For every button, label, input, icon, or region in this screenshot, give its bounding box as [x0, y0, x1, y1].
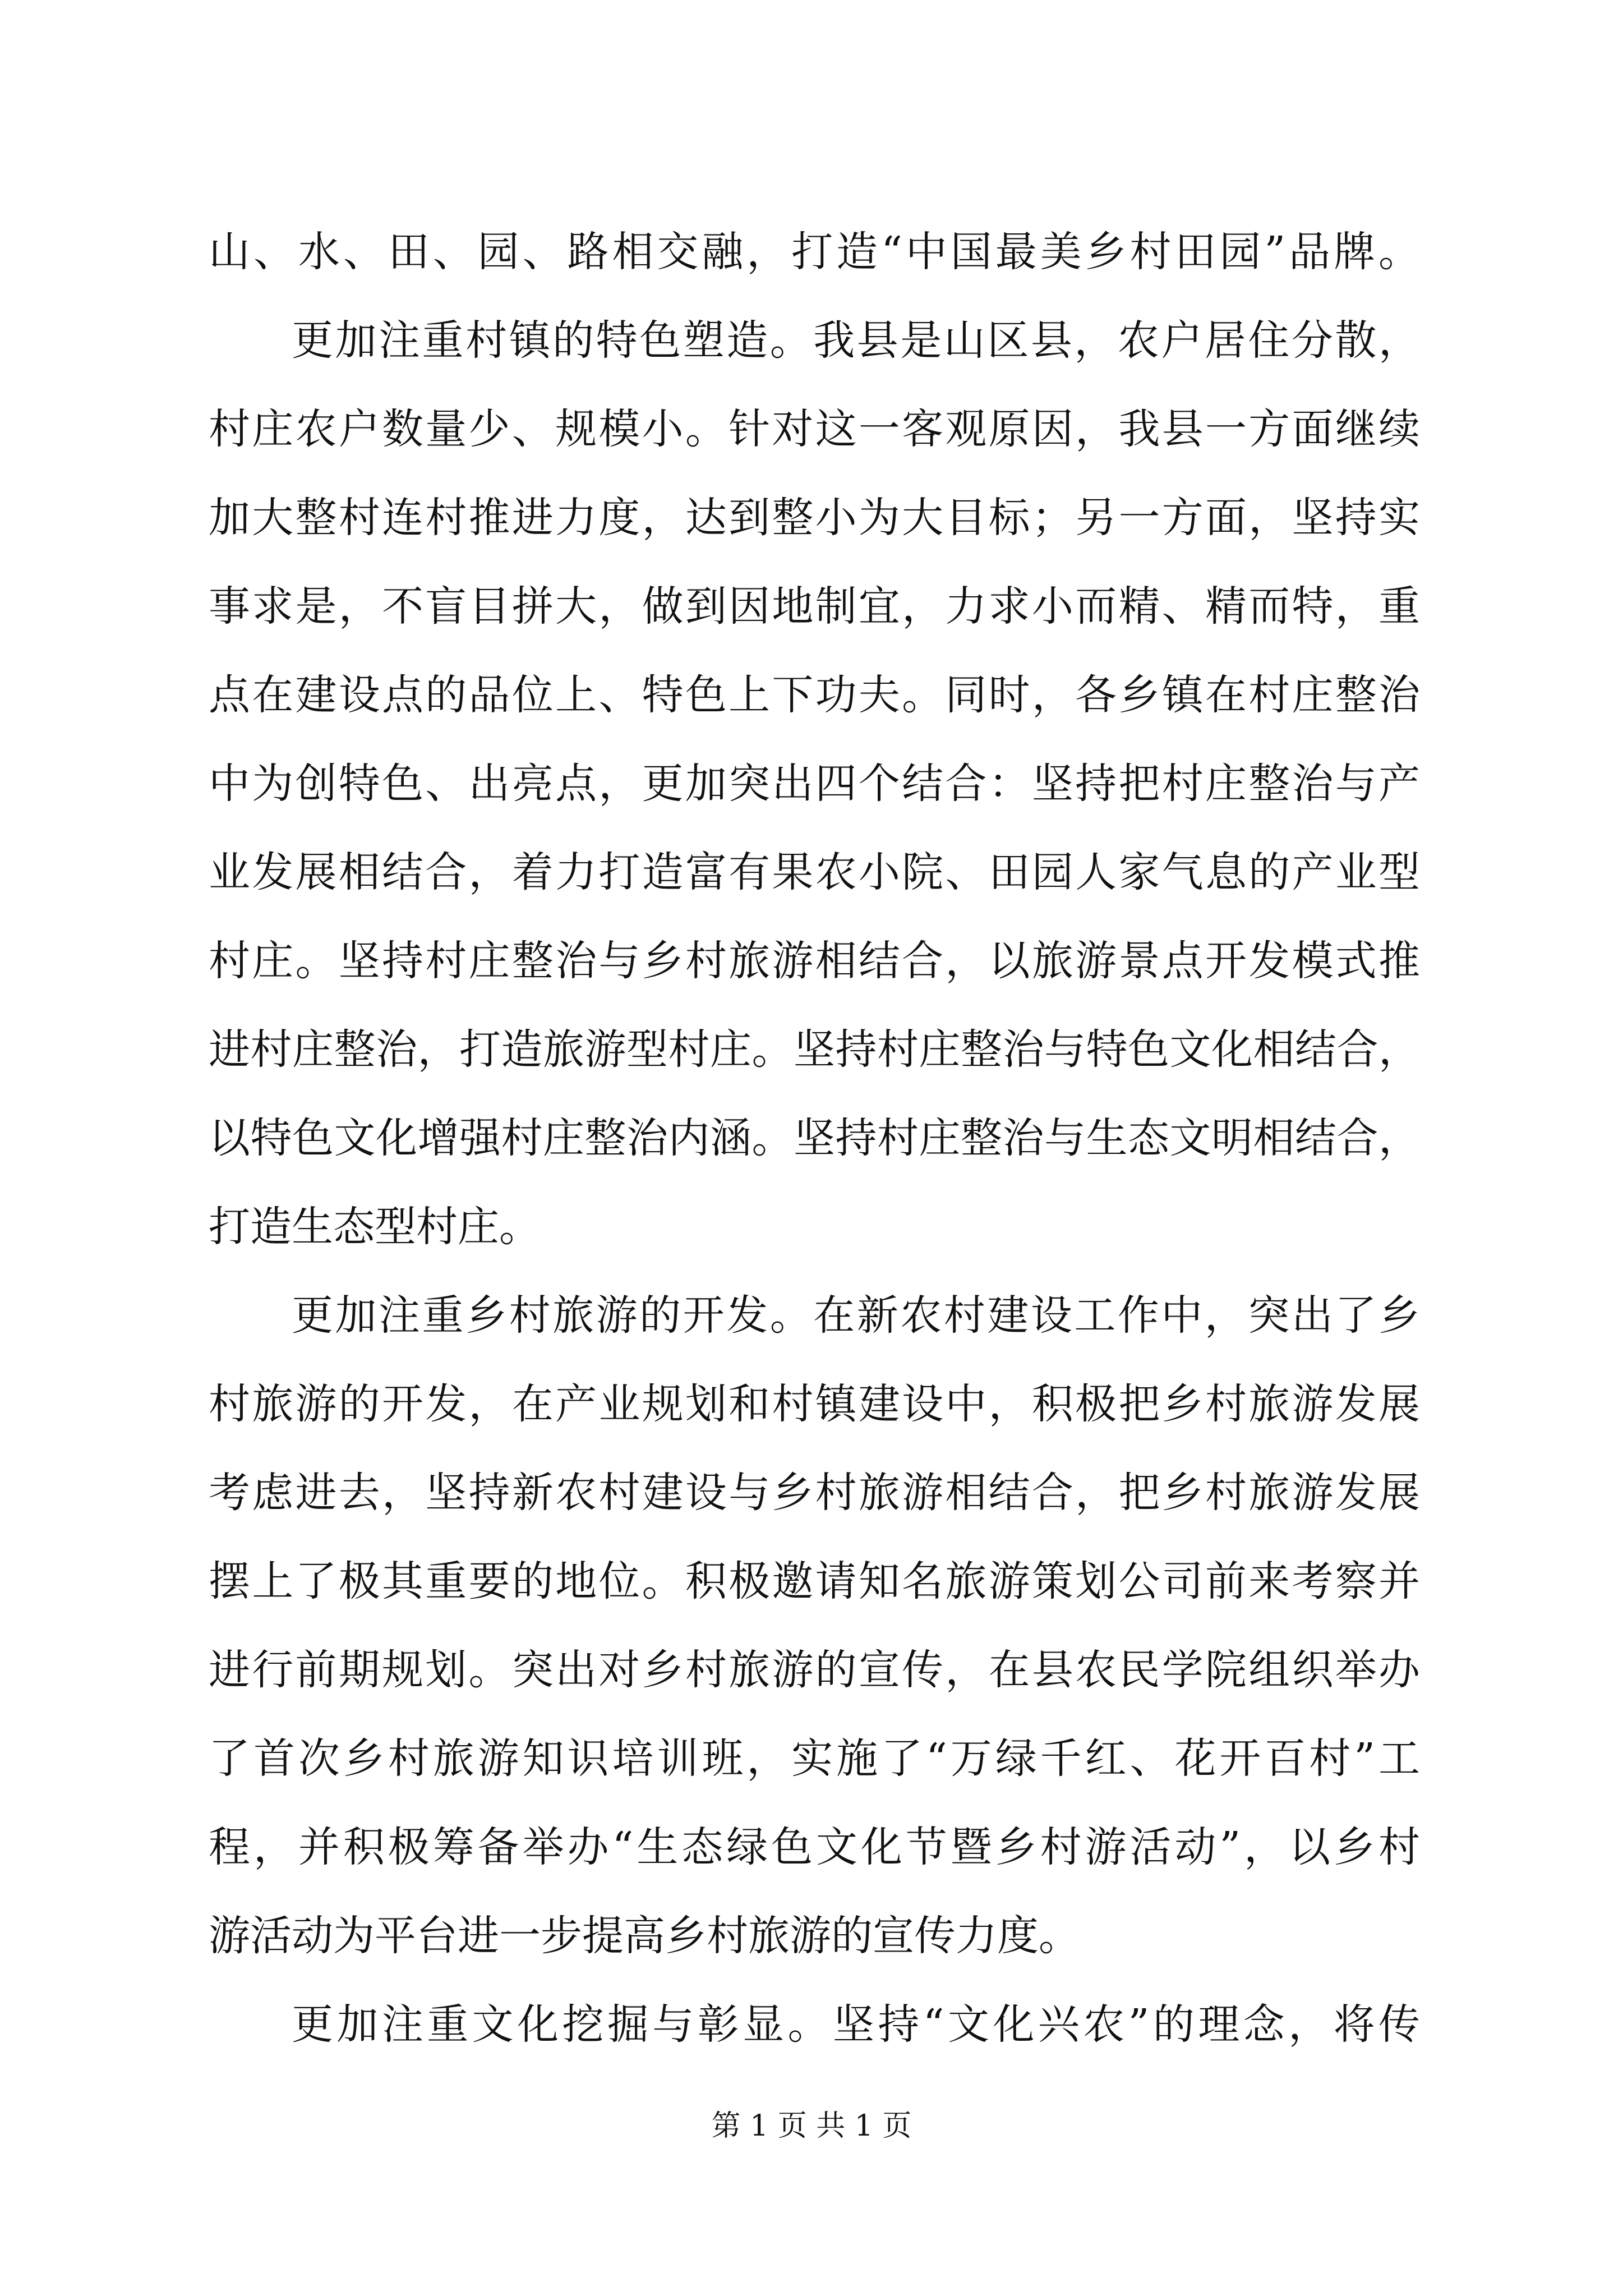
- text-line: 加大整村连村推进力度，达到整小为大目标；另一方面，坚持实: [209, 494, 1420, 542]
- paragraph-start-line: 更加注重村镇的特色塑造。我县是山区县，农户居住分散，: [292, 316, 1420, 365]
- text-line: 进行前期规划。突出对乡村旅游的宣传，在县农民学院组织举办: [209, 1646, 1420, 1694]
- text-line: 了首次乡村旅游知识培训班，实施了“万绿千红、花开百村”工: [209, 1734, 1420, 1783]
- page-number-footer: 第 1 页 共 1 页: [711, 2109, 912, 2143]
- paragraph-start-line: 更加注重文化挖掘与彰显。坚持“文化兴农”的理念，将传: [292, 2000, 1420, 2049]
- text-line: 业发展相结合，着力打造富有果农小院、田园人家气息的产业型: [209, 848, 1420, 896]
- paragraph-end-line: 游活动为平台进一步提高乡村旅游的宣传力度。: [209, 1912, 1080, 1960]
- text-line: 中为创特色、出亮点，更加突出四个结合：坚持把村庄整治与产: [209, 760, 1420, 808]
- text-line: 村旅游的开发，在产业规划和村镇建设中，积极把乡村旅游发展: [209, 1380, 1420, 1428]
- text-line: 山、水、田、园、路相交融，打造“中国最美乡村田园”品牌。: [209, 228, 1420, 276]
- paragraph-end-line: 打造生态型村庄。: [209, 1203, 541, 1251]
- text-line: 点在建设点的品位上、特色上下功夫。同时，各乡镇在村庄整治: [209, 671, 1420, 719]
- paragraph-start-line: 更加注重乡村旅游的开发。在新农村建设工作中，突出了乡: [292, 1291, 1420, 1340]
- text-line: 程，并积极筹备举办“生态绿色文化节暨乡村游活动”，以乡村: [209, 1823, 1420, 1871]
- document-body: [209, 208, 1420, 2069]
- text-line: 考虑进去，坚持新农村建设与乡村旅游相结合，把乡村旅游发展: [209, 1469, 1420, 1517]
- text-line: 摆上了极其重要的地位。积极邀请知名旅游策划公司前来考察并: [209, 1557, 1420, 1605]
- text-line: 村庄农户数量少、规模小。针对这一客观原因，我县一方面继续: [209, 405, 1420, 453]
- text-line: 事求是，不盲目拼大，做到因地制宜，力求小而精、精而特，重: [209, 582, 1420, 631]
- text-line: 以特色文化增强村庄整治内涵。坚持村庄整治与生态文明相结合，: [209, 1114, 1420, 1162]
- text-line: 进村庄整治，打造旅游型村庄。坚持村庄整治与特色文化相结合，: [209, 1025, 1420, 1074]
- text-line: 村庄。坚持村庄整治与乡村旅游相结合，以旅游景点开发模式推: [209, 937, 1420, 985]
